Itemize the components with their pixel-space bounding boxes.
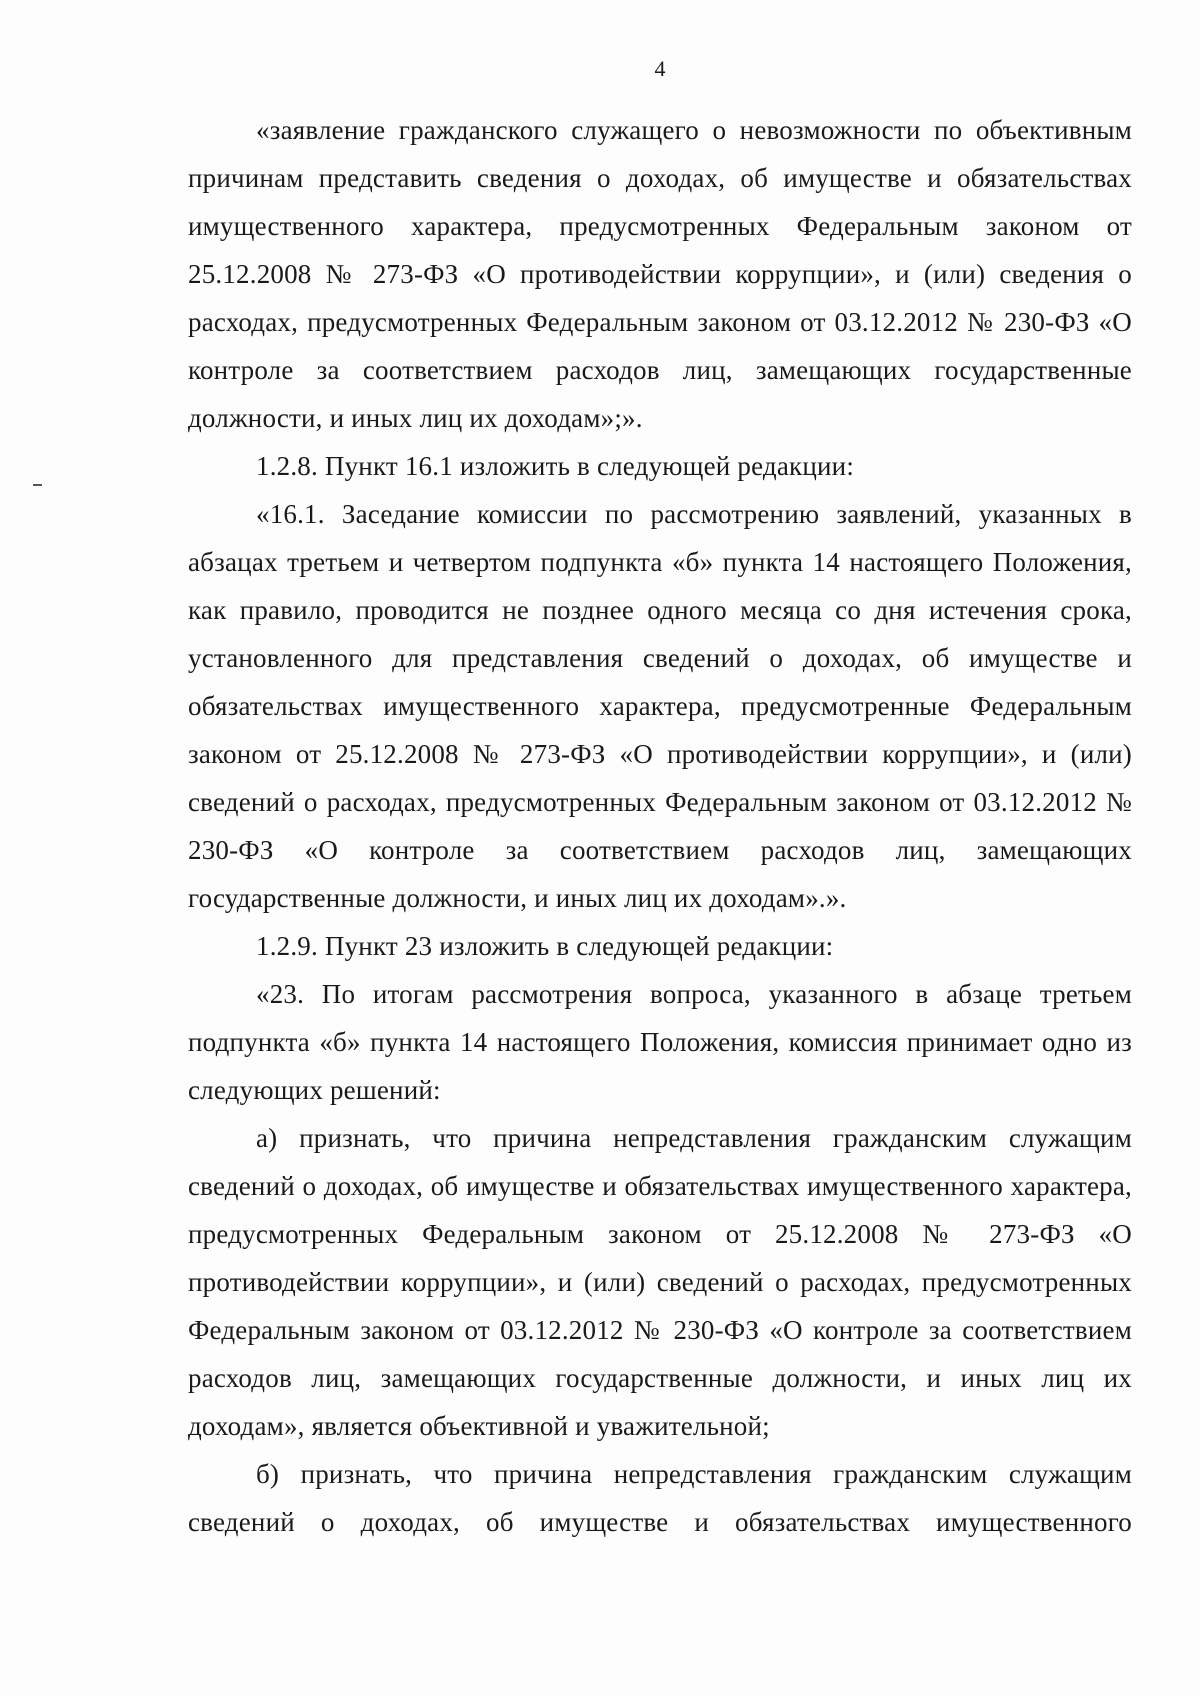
- paragraph-item-1-2-9: 1.2.9. Пункт 23 изложить в следующей редакции:: [256, 931, 834, 961]
- paragraph-quoted-statement: «заявление гражданского служащего о невозможности по объективным причинам представить сведения о доходах, об имуществе и обязательствах имущественного характера, предусмотренных Федеральным законом от 25.12.2008 № 273-ФЗ «О противодействии коррупции», и (или) сведения о расходах, предусмотренных Федеральным законом от 03.12.2012 № 230-ФЗ «О контроле за соответствием расходов лиц, замещающих государственные должности, и иных лиц их доходам»;».: [188, 115, 1132, 433]
- document-body: [188, 106, 1132, 1546]
- paragraph-subclause-b: б) признать, что причина непредставления гражданским служащим сведений о доходах, об имуществе и обязательствах имущественного: [188, 1459, 1132, 1537]
- page-number: 4: [654, 56, 666, 81]
- paragraph-subclause-a: а) признать, что причина непредставления гражданским служащим сведений о доходах, об имуществе и обязательствах имущественного характера, предусмотренных Федеральным законом от 25.12.2008 № 273-ФЗ «О противодействии коррупции», и (или) сведений о расходах, предусмотренных Федеральным законом от 03.12.2012 № 230-ФЗ «О контроле за соответствием расходов лиц, замещающих государственные должности, и иных лиц их доходам», является объективной и уважительной;: [188, 1123, 1132, 1441]
- paragraph-clause-16-1: «16.1. Заседание комиссии по рассмотрению заявлений, указанных в абзацах третьем и четвертом подпункта «б» пункта 14 настоящего Положения, как правило, проводится не позднее одного месяца со дня истечения срока, установленного для представления сведений о доходах, об имуществе и обязательствах имущественного характера, предусмотренные Федеральным законом от 25.12.2008 № 273-ФЗ «О противодействии коррупции», и (или) сведений о расходах, предусмотренных Федеральным законом от 03.12.2012 № 230-ФЗ «О контроле за соответствием расходов лиц, замещающих государственные должности, и иных лиц их доходам».».: [188, 499, 1132, 913]
- paragraph-item-1-2-8: 1.2.8. Пункт 16.1 изложить в следующей редакции:: [256, 451, 855, 481]
- margin-mark: [33, 484, 42, 486]
- paragraph-clause-23: «23. По итогам рассмотрения вопроса, указанного в абзаце третьем подпункта «б» пункта 14 настоящего Положения, комиссия принимает одно из следующих решений:: [188, 979, 1132, 1105]
